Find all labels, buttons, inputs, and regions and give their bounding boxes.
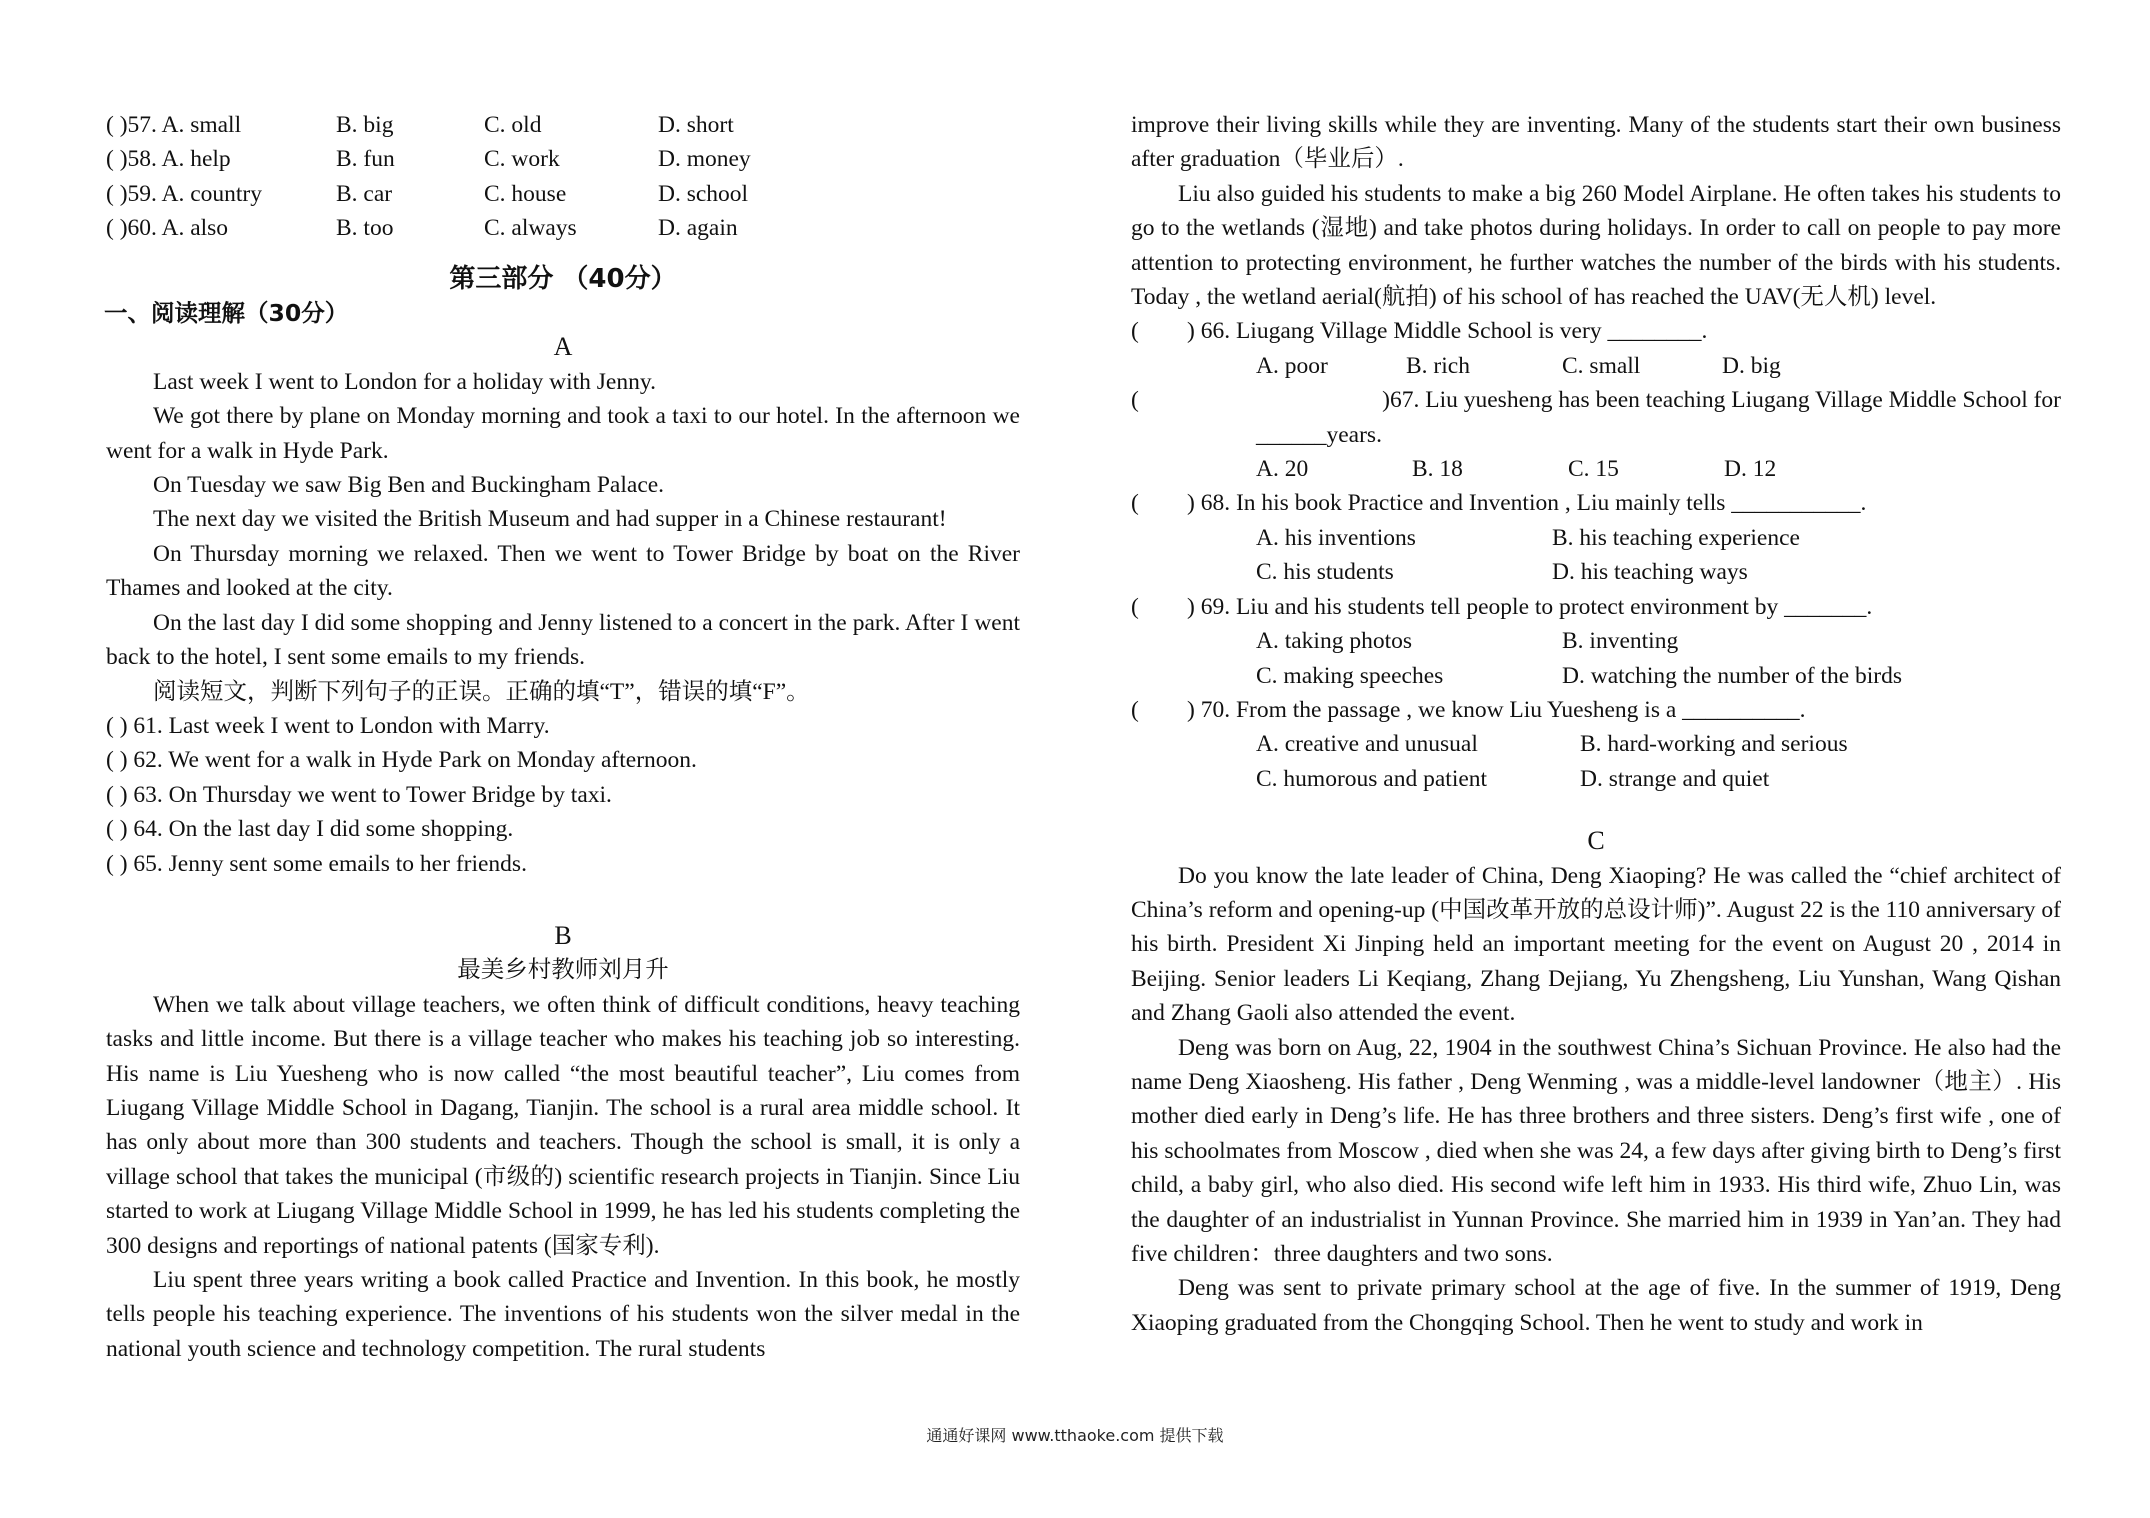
passage-b-title: 最美乡村教师刘月升 bbox=[457, 957, 669, 984]
cloze-options bbox=[106, 108, 1020, 246]
part-three-title: 第三部分 （40分） bbox=[449, 263, 677, 294]
answer-option: B. rich bbox=[1406, 352, 1470, 379]
question-stem: ) 66. Liugang Village Middle School is very ________. bbox=[1187, 318, 1708, 345]
answer-options bbox=[1131, 521, 2061, 555]
answer-option: A. creative and unusual bbox=[1256, 731, 1478, 758]
multiple-choice-question bbox=[1131, 314, 2061, 348]
passage-a-questions bbox=[106, 709, 1020, 881]
answer-blank: ( bbox=[1131, 318, 1139, 345]
multiple-choice-question bbox=[1131, 590, 2061, 624]
cloze-option: ( )60. A. also bbox=[106, 215, 229, 242]
multiple-choice-question bbox=[1131, 486, 2061, 520]
answer-option: B. 18 bbox=[1412, 456, 1463, 483]
cloze-option: B. car bbox=[336, 180, 393, 207]
passage-a-paragraph: We got there by plane on Monday morning and took a taxi to our hotel. In the afternoon we went for a walk in Hyde Park. bbox=[106, 403, 1020, 464]
cloze-option: D. money bbox=[658, 146, 751, 173]
answer-option: C. his students bbox=[1256, 559, 1394, 586]
passage-a-paragraph: Last week I went to London for a holiday with Jenny. bbox=[153, 368, 656, 395]
question-stem: ) 69. Liu and his students tell people to protect environment by _______. bbox=[1187, 593, 1873, 620]
cloze-question-row bbox=[106, 142, 1020, 176]
question-stem: ) 68. In his book Practice and Invention , Liu mainly tells ___________. bbox=[1187, 490, 1867, 517]
cloze-option: C. always bbox=[484, 215, 577, 242]
answer-blank: ( bbox=[1131, 490, 1139, 517]
cloze-option: C. house bbox=[484, 180, 567, 207]
answer-option: C. humorous and patient bbox=[1256, 765, 1488, 792]
passage-c-paragraph: Do you know the late leader of China, Deng Xiaoping? He was called the “chief architect of China’s reform and opening-up (中国改革开放的总设计师)”. August 22 is the 110 anniversary of his birth. President Xi Jinping held an important meeting for the event on August 20 , 2014 in Beijing. Senior leaders Li Keqiang, Zhang Dejiang, Yu Zhengsheng, Liu Yunshan, Wang Qishan and Zhang Gaoli also attended the event. bbox=[1131, 862, 2061, 1027]
cloze-option: C. old bbox=[484, 112, 542, 138]
cloze-option: C. work bbox=[484, 146, 560, 173]
left-column bbox=[106, 108, 1020, 1366]
answer-option: C. making speeches bbox=[1256, 662, 1444, 689]
answer-options bbox=[1131, 452, 2061, 486]
passage-c-body bbox=[1131, 859, 2061, 1341]
question-stem-continued: ______years. bbox=[1256, 421, 1382, 448]
true-false-question: ( ) 62. We went for a walk in Hyde Park on Monday afternoon. bbox=[106, 747, 697, 774]
cloze-option: D. again bbox=[658, 215, 738, 242]
answer-option: D. his teaching ways bbox=[1552, 559, 1748, 586]
cloze-question-row bbox=[106, 108, 1020, 142]
passage-a-paragraph: On the last day I did some shopping and Jenny listened to a concert in the park. After I went back to the hotel, I sent some emails to my friends. bbox=[106, 609, 1020, 671]
cloze-option: D. short bbox=[658, 112, 734, 138]
question-stem: ) 70. From the passage , we know Liu Yuesheng is a __________. bbox=[1187, 696, 1806, 723]
answer-blank: ( bbox=[1131, 387, 1139, 414]
answer-option: D. strange and quiet bbox=[1580, 765, 1770, 792]
question-stem: )67. Liu yuesheng has been teaching Liugang Village Middle School for bbox=[1382, 387, 2061, 414]
passage-a-paragraph: The next day we visited the British Museum and had supper in a Chinese restaurant! bbox=[153, 506, 947, 533]
answer-option: B. inventing bbox=[1562, 628, 1679, 655]
passage-a-paragraph: On Tuesday we saw Big Ben and Buckingham Palace. bbox=[153, 472, 665, 499]
answer-option: A. 20 bbox=[1256, 456, 1309, 483]
answer-blank: ( bbox=[1131, 696, 1139, 723]
right-column bbox=[1131, 108, 2061, 1340]
answer-option: A. taking photos bbox=[1256, 628, 1413, 655]
answer-option: A. poor bbox=[1256, 352, 1328, 379]
passage-b-paragraph: Liu also guided his students to make a big 260 Model Airplane. He often takes his students to go to the wetlands (湿地) and take photos during holidays. In order to call on people to pay more attention to protecting environment, he further watches the number of the birds with his students. Today , the wetland aerial(航拍) of his school of has reached the UAV(无人机) level. bbox=[1131, 180, 2061, 311]
cloze-option: B. fun bbox=[336, 146, 395, 173]
true-false-question: ( ) 63. On Thursday we went to Tower Bridge by taxi. bbox=[106, 781, 612, 808]
true-false-question: ( ) 64. On the last day I did some shopping. bbox=[106, 816, 514, 843]
answer-option: D. watching the number of the birds bbox=[1562, 662, 1903, 689]
answer-option: B. his teaching experience bbox=[1552, 524, 1800, 551]
passage-c-letter: C bbox=[1587, 826, 1605, 856]
answer-option: D. 12 bbox=[1724, 456, 1777, 483]
passage-a-letter: A bbox=[553, 332, 573, 362]
answer-options bbox=[1131, 727, 2061, 761]
passage-b-body-left bbox=[106, 988, 1020, 1366]
passage-a-body bbox=[106, 365, 1020, 709]
answer-options bbox=[1131, 555, 2061, 589]
answer-options bbox=[1131, 624, 2061, 658]
cloze-question-row bbox=[106, 211, 1020, 245]
answer-option: A. his inventions bbox=[1256, 524, 1416, 551]
answer-option: C. small bbox=[1562, 352, 1641, 379]
cloze-option: B. too bbox=[336, 215, 394, 242]
answer-options bbox=[1131, 762, 2061, 796]
answer-option: C. 15 bbox=[1568, 456, 1619, 483]
cloze-option: ( )58. A. help bbox=[106, 146, 231, 173]
reading-section-title: 一、阅读理解（30分） bbox=[104, 299, 349, 328]
passage-a-paragraph: On Thursday morning we relaxed. Then we went to Tower Bridge by boat on the River Thames and looked at the city. bbox=[106, 540, 1020, 602]
page-footer: 通通好课网 www.tthaoke.com 提供下载 bbox=[926, 1426, 1224, 1445]
passage-b-letter: B bbox=[554, 920, 572, 950]
multiple-choice-question bbox=[1131, 383, 2061, 417]
answer-options bbox=[1131, 349, 2061, 383]
cloze-question-row bbox=[106, 177, 1020, 211]
passage-c-paragraph: Deng was born on Aug, 22, 1904 in the southwest China’s Sichuan Province. He also had the name Deng Xiaosheng. His father , Deng Wenming , was a middle-level landowner（地主）. His mother died early in Deng’s life. He has three brothers and three sisters. Deng’s first wife , one of his schoolmates from Moscow , died when she was 24, a few days after giving birth to Deng’s first child, a baby girl, who also died. His second wife left him in 1933. His third wife, Zhuo Lin, was the daughter of an industrialist in Yunnan Province. She married him in 1939 in Yan’an. They had five children：three daughters and two sons. bbox=[1131, 1034, 2061, 1267]
cloze-option: D. school bbox=[658, 180, 749, 207]
cloze-option: B. big bbox=[336, 112, 394, 138]
multiple-choice-question bbox=[1131, 693, 2061, 727]
answer-options bbox=[1131, 659, 2061, 693]
passage-b-paragraph: Liu spent three years writing a book called Practice and Invention. In this book, he mostly tells people his teaching experience. The inventions of his students won the silver medal in the national youth science and technology competition. The rural students bbox=[106, 1267, 1020, 1362]
answer-option: B. hard-working and serious bbox=[1580, 731, 1848, 758]
passage-b-paragraph: When we talk about village teachers, we often think of difficult conditions, heavy teaching tasks and little income. But there is a village teacher who makes his teaching job so interesting. His name is Liu Yuesheng who is now called “the most beautiful teacher”, Liu comes from Liugang Village Middle School in Dagang, Tianjin. The school is a rural area middle school. It has only about more than 300 students and teachers. Though the school is small, it is only a village school that takes the municipal (市级的) scientific research projects in Tianjin. Since Liu started to work at Liugang Village Middle School in 1999, he has led his students completing the 300 designs and reportings of national patents (国家专利). bbox=[106, 991, 1020, 1259]
passage-b-continued: improve their living skills while they are inventing. Many of the students start their own business after graduation（毕业后）. bbox=[1131, 112, 2061, 173]
answer-option: D. big bbox=[1722, 352, 1781, 379]
answer-blank: ( bbox=[1131, 593, 1139, 620]
true-false-question: ( ) 61. Last week I went to London with Marry. bbox=[106, 712, 550, 739]
cloze-option: ( )59. A. country bbox=[106, 180, 262, 207]
cloze-option: ( )57. A. small bbox=[106, 112, 242, 138]
true-false-question: ( ) 65. Jenny sent some emails to her friends. bbox=[106, 850, 527, 877]
passage-b-questions bbox=[1131, 314, 2061, 796]
passage-c-paragraph: Deng was sent to private primary school at the age of five. In the summer of 1919, Deng Xiaoping graduated from the Chongqing School. Then he went to study and work in bbox=[1131, 1275, 2061, 1336]
passage-a-paragraph: 阅读短文，判断下列句子的正误。正确的填“T”，错误的填“F”。 bbox=[153, 678, 810, 705]
